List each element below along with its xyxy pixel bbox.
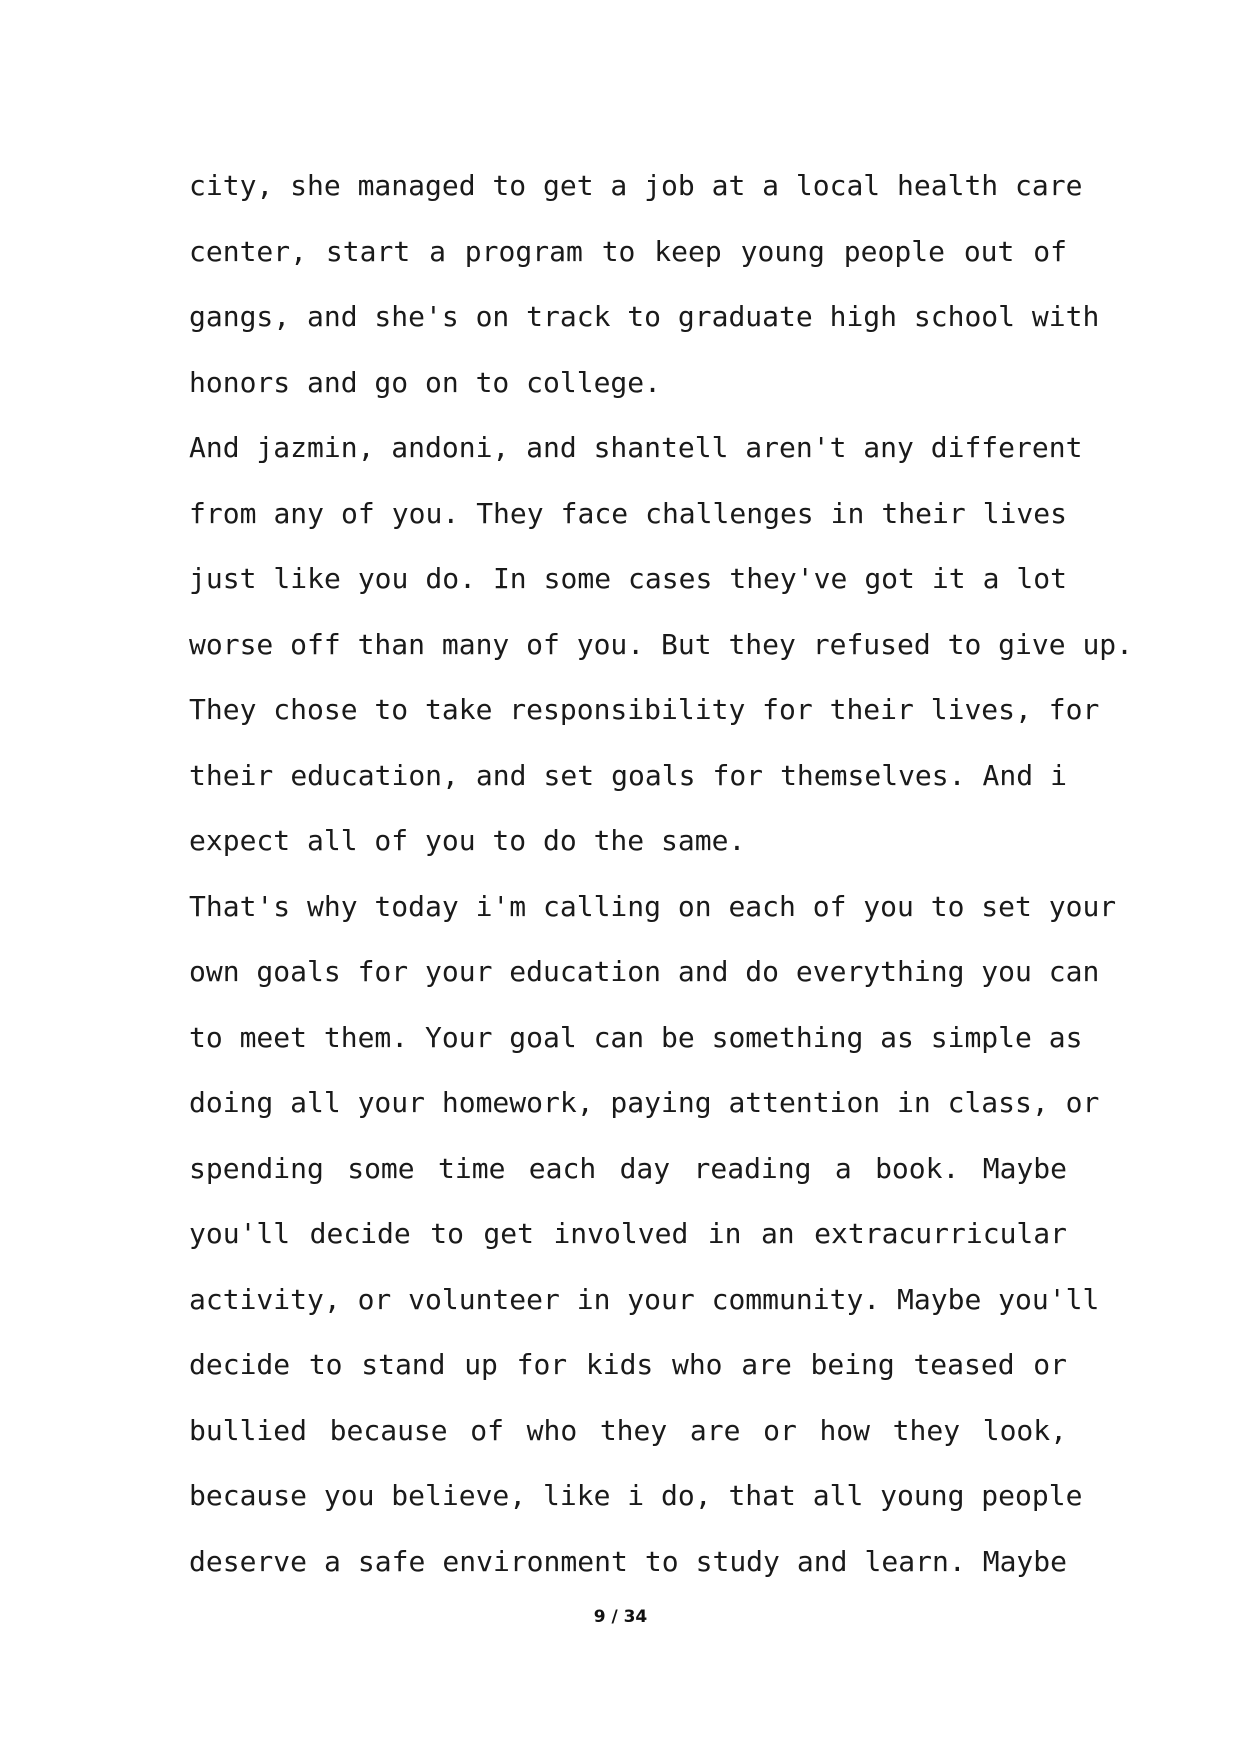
text-line: decide to stand up for kids who are being teased or xyxy=(189,1348,1067,1381)
text-line: center, start a program to keep young people out of xyxy=(189,234,1067,268)
text-line: city, she managed to get a job at a local health care xyxy=(189,169,1083,202)
text-line: spending some time each day reading a book. Maybe xyxy=(189,1151,1067,1185)
text-line: own goals for your education and do everything you can xyxy=(189,955,1100,988)
text-line: to meet them. Your goal can be something as simple as xyxy=(189,1020,1083,1054)
text-line: expect all of you to do the same. xyxy=(189,824,746,857)
text-line: you'll decide to get involved in an extracurricular xyxy=(189,1217,1067,1250)
text-line: deserve a safe environment to study and learn. Maybe xyxy=(189,1544,1067,1578)
text-line: their education, and set goals for themselves. And i xyxy=(189,758,1067,792)
text-line: activity, or volunteer in your community. Maybe you'll xyxy=(189,1282,1100,1316)
text-line: And jazmin, andoni, and shantell aren't any different xyxy=(189,431,1083,464)
text-line: from any of you. They face challenges in their lives xyxy=(189,496,1067,530)
text-line: gangs, and she's on track to graduate high school with xyxy=(189,300,1100,333)
text-line: They chose to take responsibility for their lives, for xyxy=(189,693,1100,726)
text-line: doing all your homework, paying attention in class, or xyxy=(189,1086,1100,1119)
text-line: just like you do. In some cases they've got it a lot xyxy=(189,562,1067,595)
text-line: honors and go on to college. xyxy=(189,365,662,399)
page-number: 9 / 34 xyxy=(593,1607,648,1627)
text-line: That's why today i'm calling on each of you to set your xyxy=(189,889,1117,923)
text-line: because you believe, like i do, that all young people xyxy=(189,1479,1083,1512)
text-line: bullied because of who they are or how they look, xyxy=(189,1413,1067,1447)
body-text xyxy=(189,153,1134,1594)
text-line: worse off than many of you. But they refused to give up. xyxy=(189,627,1134,661)
